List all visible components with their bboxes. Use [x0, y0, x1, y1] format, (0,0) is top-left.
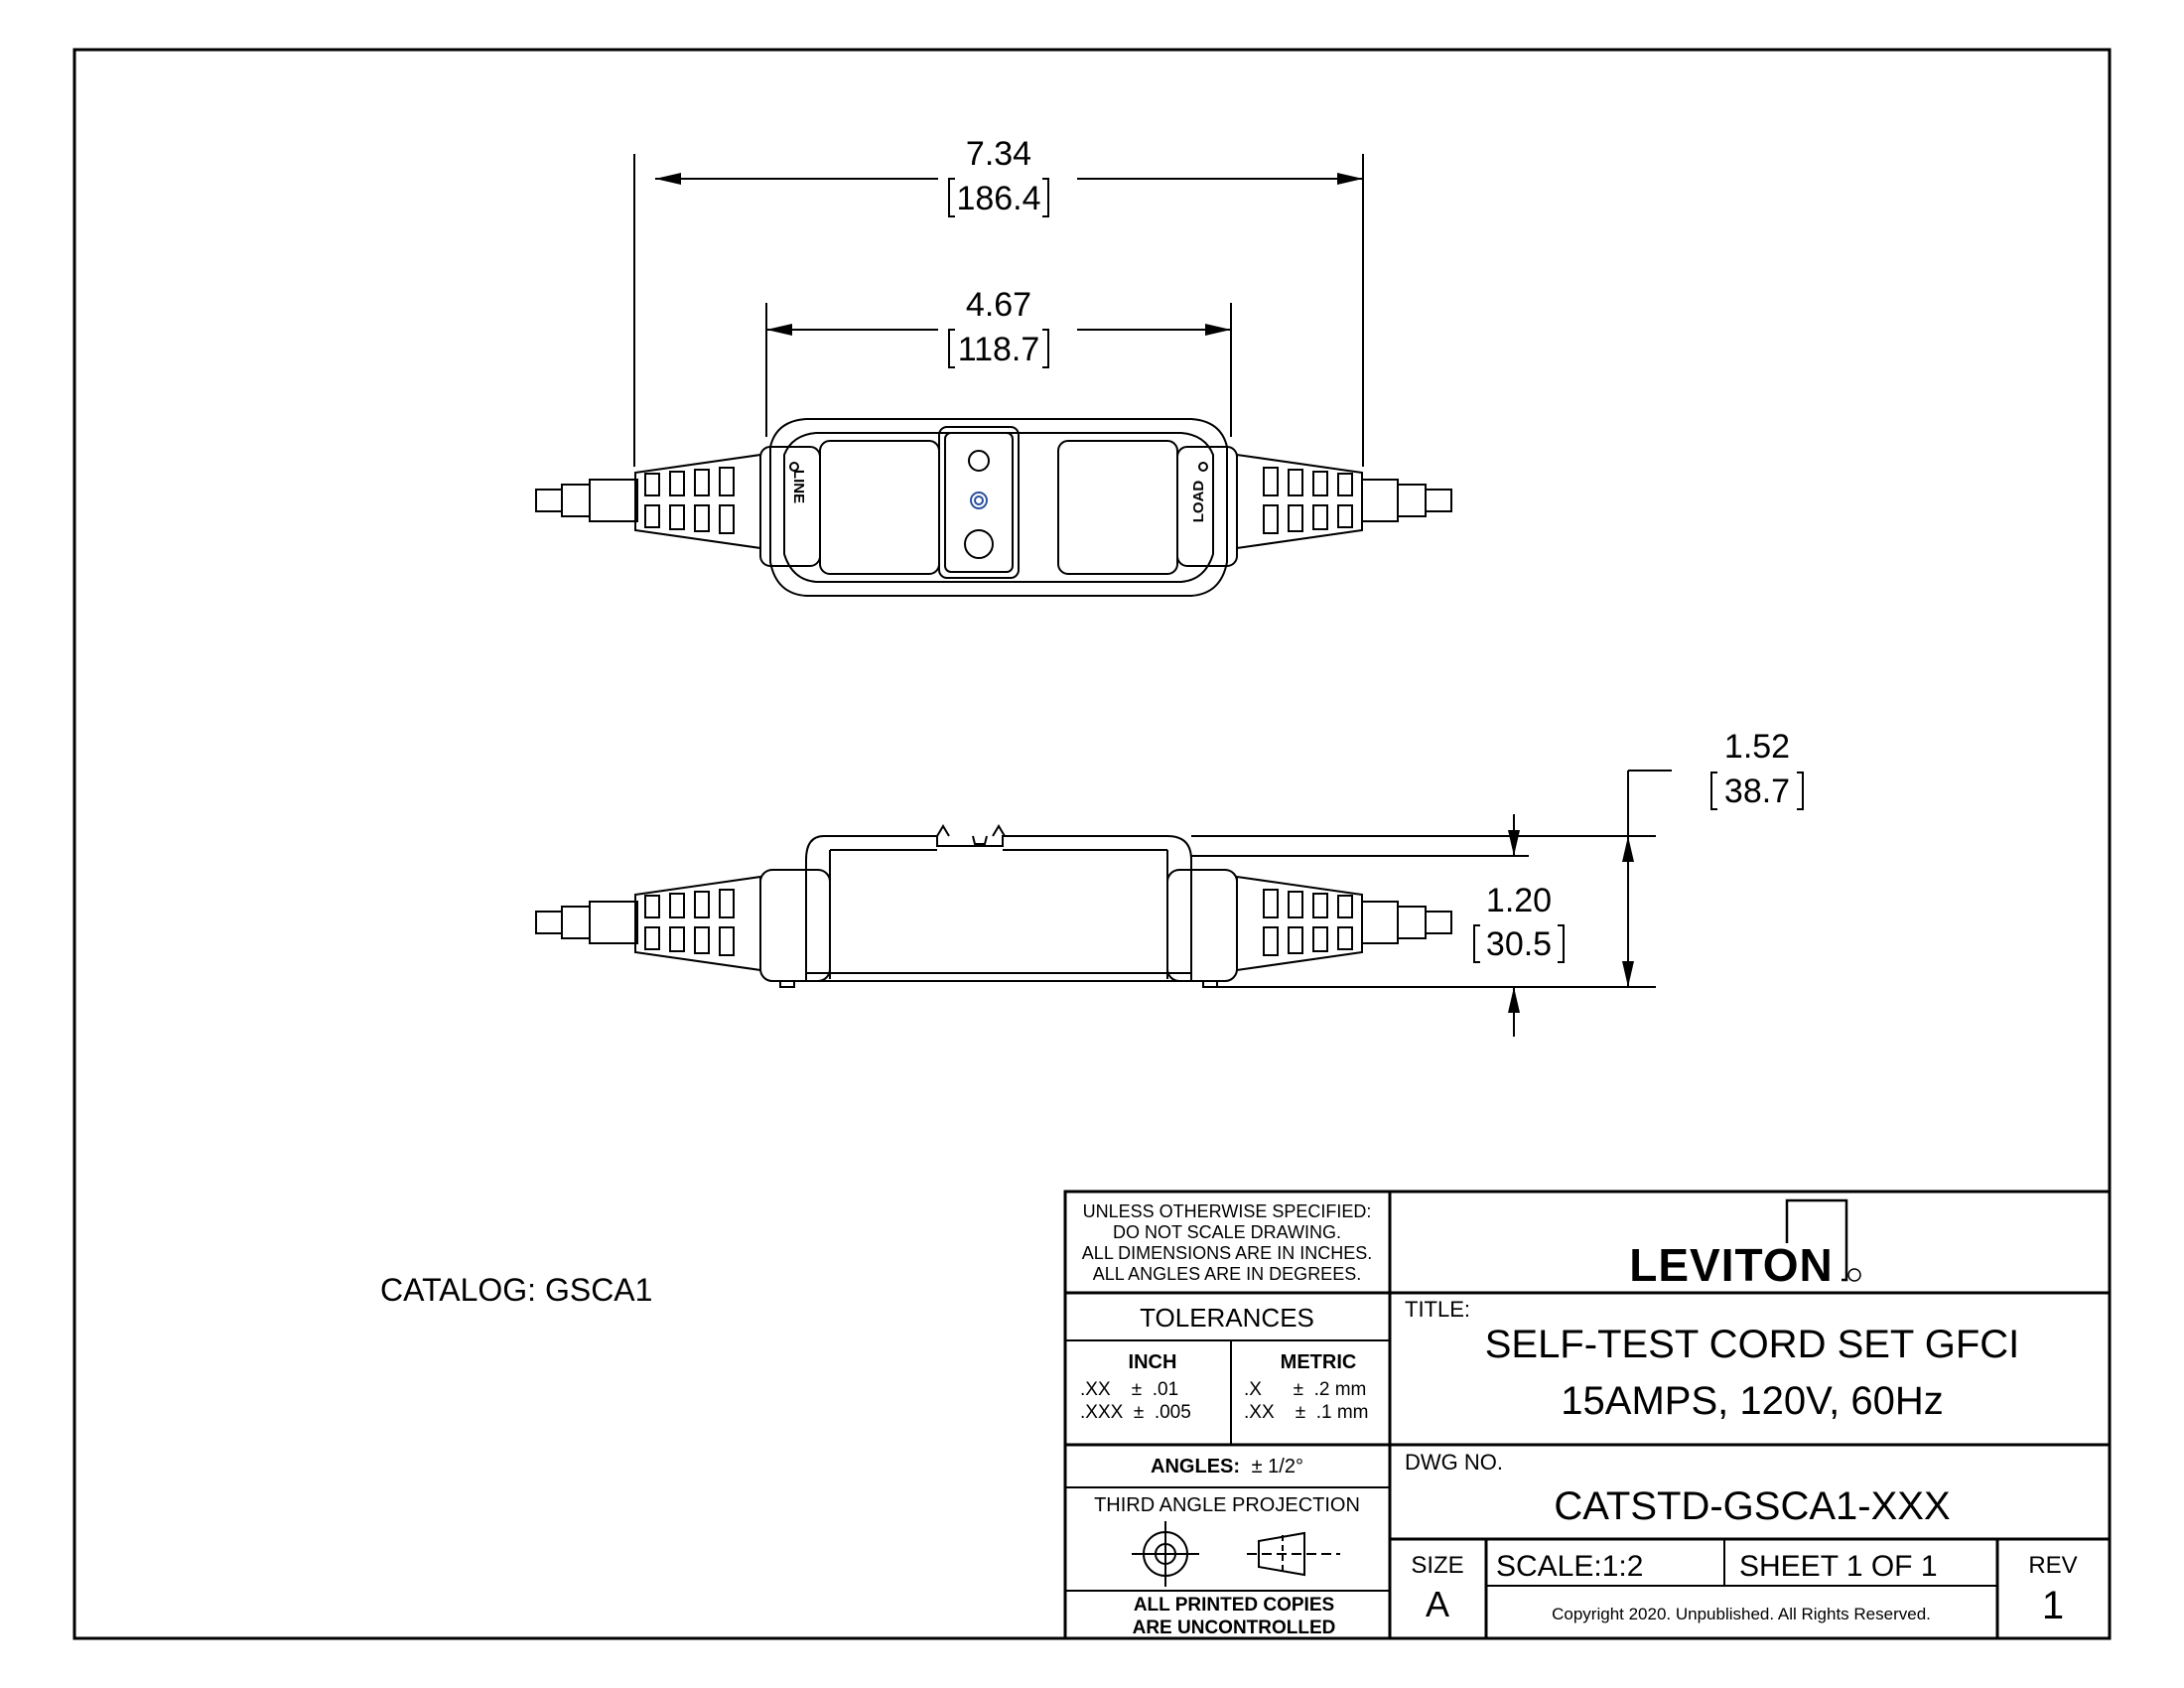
- overall-length-mm: 186.4: [956, 180, 1041, 217]
- inch-tolerance-2: .XXX ± .005: [1080, 1402, 1191, 1423]
- note-line-1: UNLESS OTHERWISE SPECIFIED:: [1082, 1201, 1372, 1221]
- gfci-housing-top: [770, 419, 1227, 596]
- line-label: LINE: [790, 469, 807, 504]
- indicator-light-icon: [971, 492, 987, 508]
- left-strain-relief-ribs: [645, 468, 734, 533]
- load-label: LOAD: [1190, 480, 1207, 523]
- size-value: A: [1425, 1584, 1450, 1624]
- housing-length-inch: 4.67: [965, 286, 1032, 324]
- projection-label: THIRD ANGLE PROJECTION: [1094, 1494, 1360, 1516]
- tolerances-label: TOLERANCES: [1140, 1303, 1314, 1333]
- scale-value: SCALE:1:2: [1496, 1550, 1644, 1583]
- note-line-4: ALL ANGLES ARE IN DEGREES.: [1092, 1264, 1362, 1284]
- note-line-2: DO NOT SCALE DRAWING.: [1112, 1222, 1342, 1242]
- housing-height-mm: 30.5: [1485, 925, 1553, 963]
- metric-tolerance-2: .XX ± .1 mm: [1244, 1402, 1369, 1423]
- button-panel: [939, 427, 1019, 578]
- copyright-notice: Copyright 2020. Unpublished. All Rights Reserved.: [1552, 1605, 1931, 1623]
- dwg-number: CATSTD-GSCA1-XXX: [1554, 1484, 1951, 1528]
- leviton-logo-text: LEVITON: [1629, 1239, 1834, 1291]
- reset-button-icon: [965, 530, 993, 558]
- overall-length-inch: 7.34: [965, 135, 1032, 173]
- angles-label: ANGLES:: [1151, 1456, 1241, 1477]
- test-button-icon: [969, 451, 989, 471]
- gfci-housing-side: [806, 836, 1191, 981]
- copies-line-1: ALL PRINTED COPIES: [1133, 1595, 1335, 1616]
- sheet-value: SHEET 1 OF 1: [1739, 1550, 1938, 1583]
- svg-text:ANGLES: ± 1/2°: [1151, 1456, 1303, 1477]
- rev-label: REV: [2028, 1552, 2078, 1579]
- size-label: SIZE: [1411, 1552, 1464, 1579]
- third-angle-projection-icon: [1132, 1521, 1340, 1587]
- dwg-no-label: DWG NO.: [1405, 1450, 1503, 1475]
- right-strain-relief-ribs: [1264, 468, 1352, 533]
- leviton-logo: [1625, 1200, 1860, 1291]
- drawing-title-line-2: 15AMPS, 120V, 60Hz: [1561, 1379, 1944, 1423]
- catalog-label: CATALOG: GSCA1: [380, 1272, 653, 1308]
- note-line-3: ALL DIMENSIONS ARE IN INCHES.: [1081, 1243, 1373, 1263]
- housing-length-mm: 118.7: [957, 331, 1040, 368]
- top-view: [536, 154, 1451, 596]
- copies-line-2: ARE UNCONTROLLED: [1132, 1618, 1336, 1638]
- housing-height-inch: 1.20: [1485, 882, 1553, 919]
- title-label: TITLE:: [1405, 1297, 1471, 1322]
- drawing-title-line-1: SELF-TEST CORD SET GFCI: [1484, 1323, 2020, 1366]
- metric-tolerance-1: .X ± .2 mm: [1244, 1379, 1367, 1400]
- metric-label: METRIC: [1280, 1351, 1357, 1373]
- angles-value: ± 1/2°: [1251, 1456, 1303, 1477]
- inch-tolerance-1: .XX ± .01: [1080, 1379, 1179, 1400]
- overall-height-inch: 1.52: [1723, 728, 1791, 766]
- overall-height-mm: 38.7: [1723, 773, 1791, 810]
- rev-value: 1: [2041, 1584, 2065, 1627]
- inch-label: INCH: [1128, 1351, 1177, 1373]
